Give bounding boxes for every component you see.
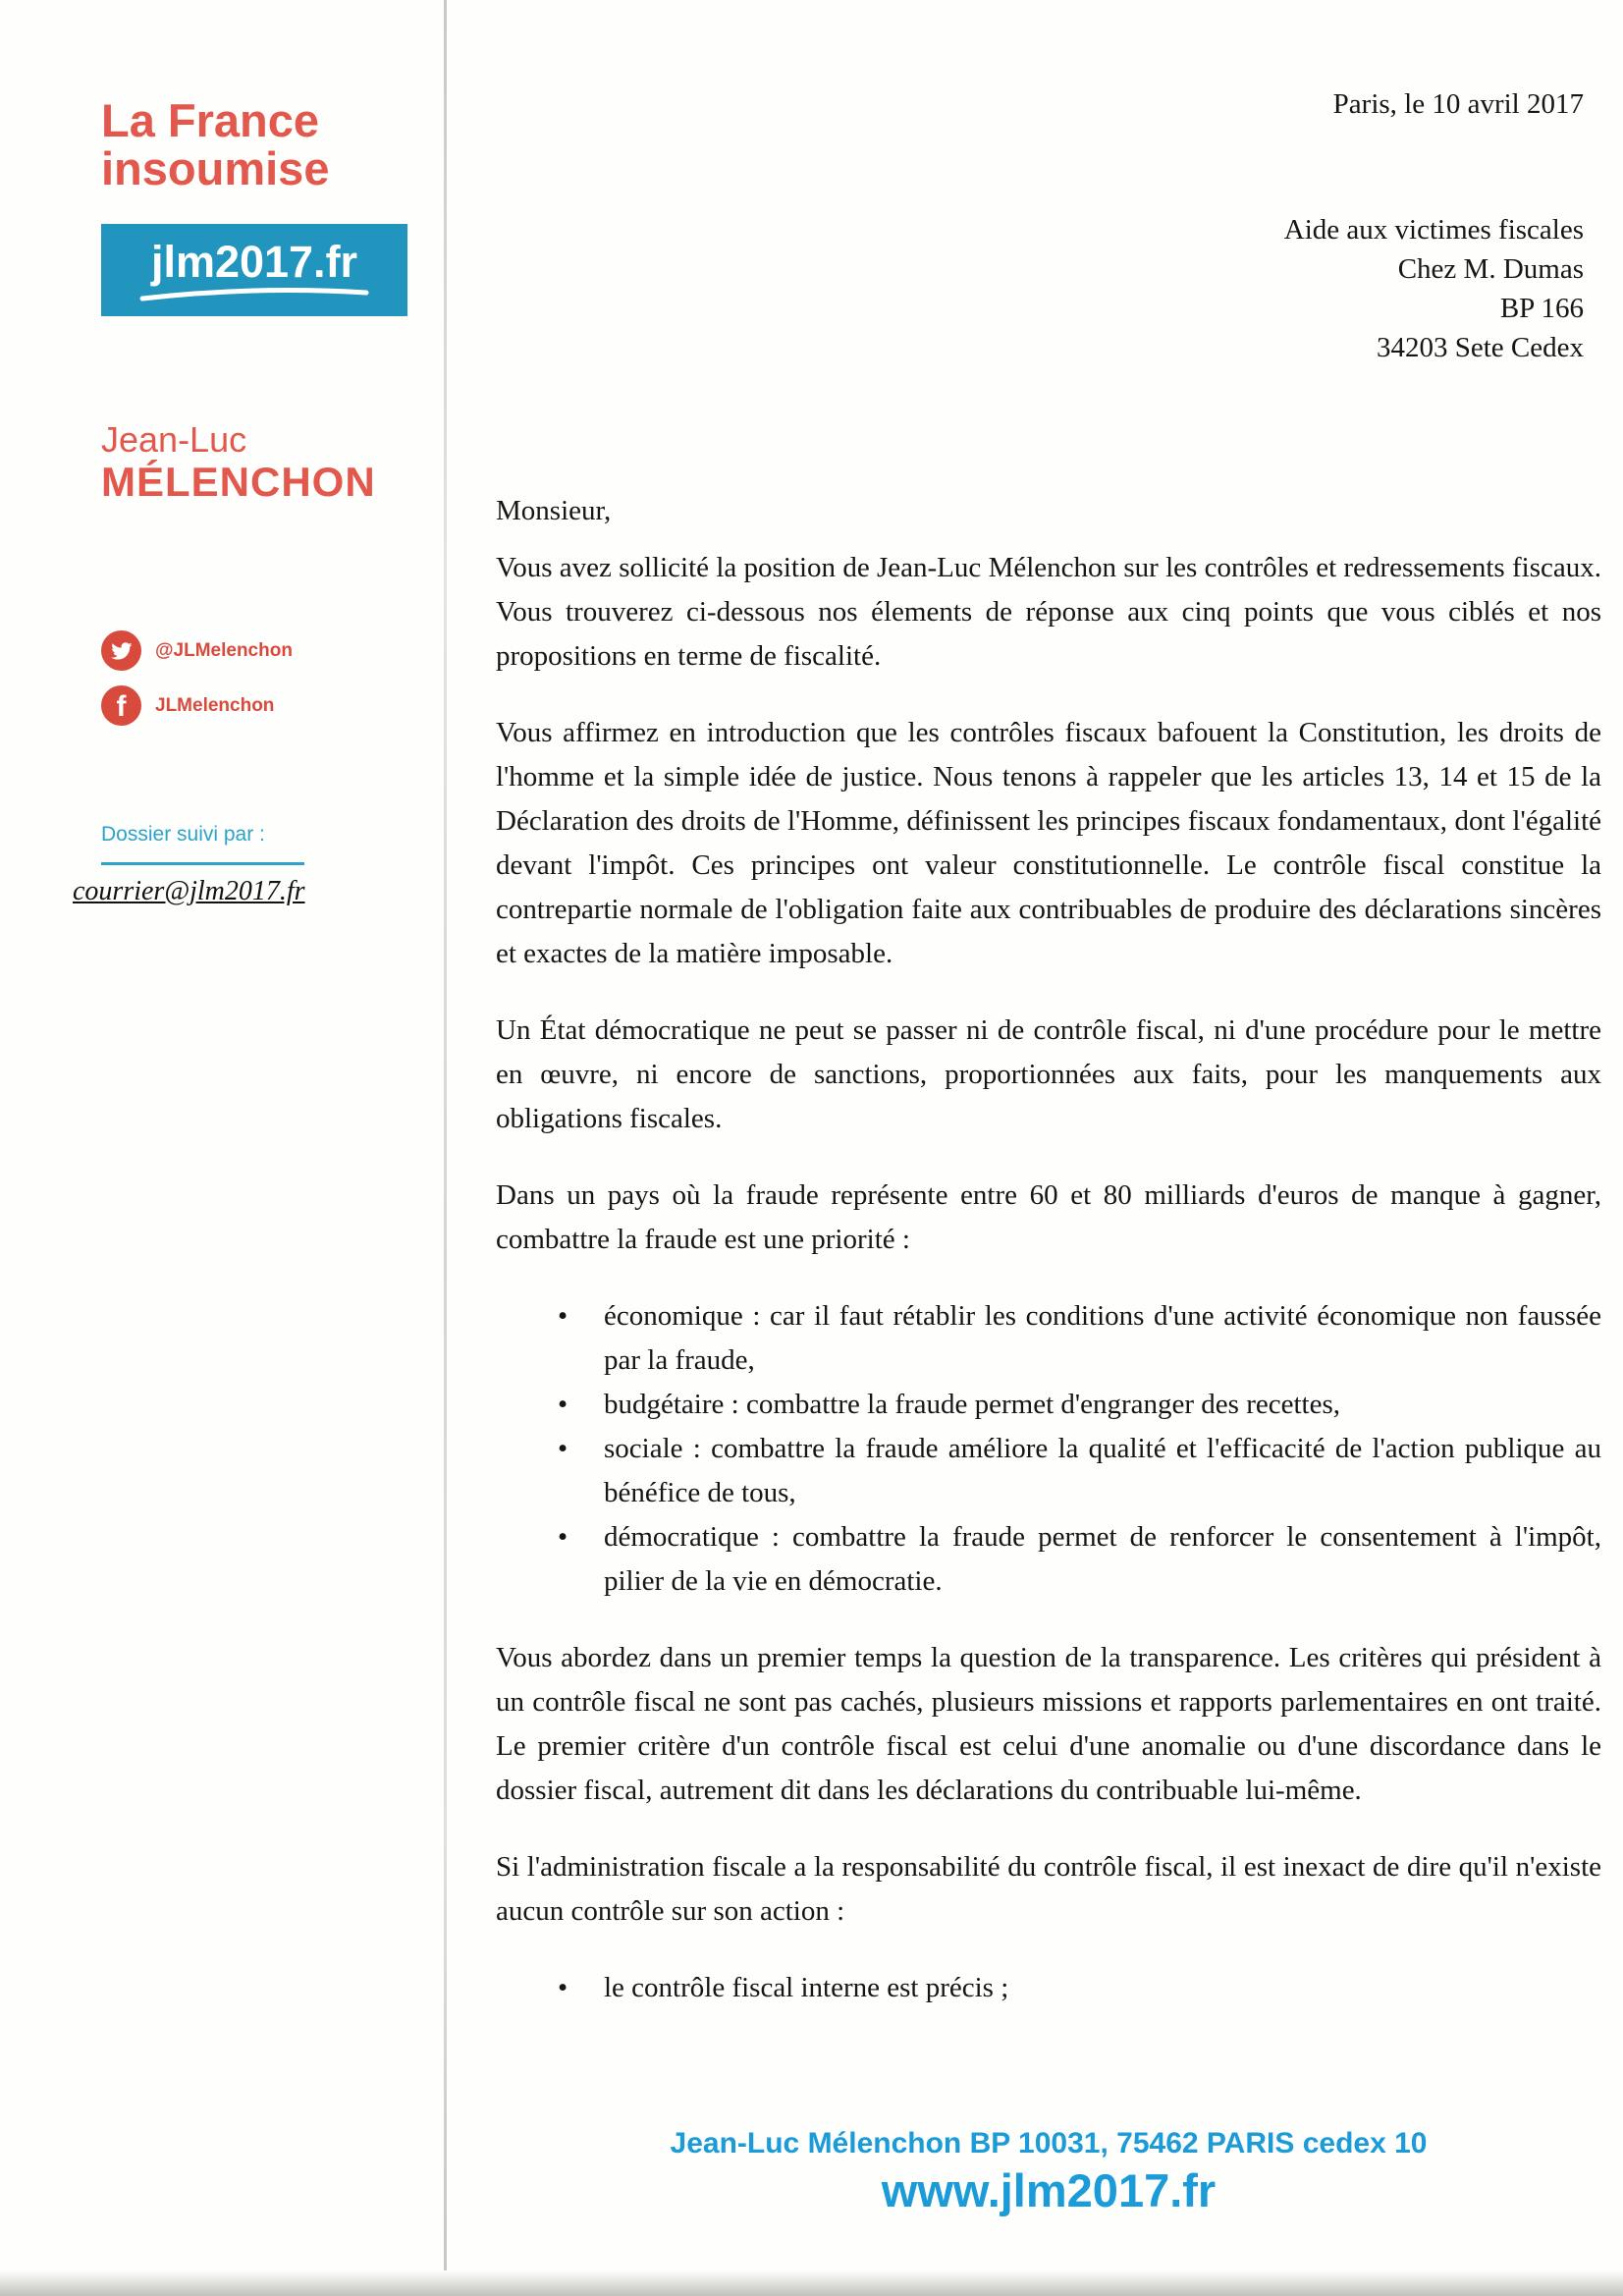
scan-fold-line [444, 0, 447, 2296]
bullet-item: • le contrôle fiscal interne est précis ; [496, 1966, 1601, 2010]
bullet-item: • démocratique : combattre la fraude permet de renforcer le consentement à l'impôt, pilier de la vie en démocratie. [496, 1515, 1601, 1604]
recipient-line: 34203 Sete Cedex [1376, 332, 1584, 363]
footer [496, 2124, 1601, 2218]
bullet-list [496, 1294, 1601, 1604]
facebook-icon: f [101, 685, 141, 726]
candidate-first-name: Jean-Luc [101, 419, 247, 460]
paragraph: Dans un pays où la fraude représente entre 60 et 80 milliards d'euros de manque à gagner, combattre la fraude est une priorité : [496, 1179, 1601, 1255]
paragraph: Vous abordez dans un premier temps la question de la transparence. Les critères qui président à un contrôle fiscal ne sont pas cachés, plusieurs missions et rapports parlementaires en ont traité. Le premier critère d'un contrôle fiscal est celui d'une anomalie ou d'une discordance dans le dossier fiscal, autrement dit dans les déclarations du contribuable lui-même. [496, 1642, 1601, 1806]
bullet-list [496, 1966, 1601, 2010]
paragraph: Vous affirmez en introduction que les contrôles fiscaux bafouent la Constitution, les droits de l'homme et la simple idée de justice. Nous tenons à rappeler que les articles 13, 14 et 15 de la Déclaration des droits de l'Homme, définissent les principes fiscaux fondamentaux, dont l'égalité devant l'impôt. Ces principes ont valeur constitutionnelle. Le contrôle fiscal constitue la contrepartie normale de l'obligation faite aux contribuables de produire des déclarations sincères et exactes de la matière imposable. [496, 717, 1601, 969]
contact-email: courrier@jlm2017.fr [73, 876, 305, 906]
twitter-icon [101, 630, 141, 671]
bullet-item: • sociale : combattre la fraude améliore la qualité et l'efficacité de l'action publique au bénéfice de tous, [496, 1427, 1601, 1515]
date-line: Paris, le 10 avril 2017 [1332, 88, 1584, 120]
facebook-row [101, 685, 293, 726]
recipient-address [1284, 210, 1584, 367]
dossier-underline [101, 862, 304, 865]
salutation: Monsieur, [496, 495, 612, 526]
candidate-last-name: MÉLENCHON [101, 459, 376, 505]
footer-website: www.jlm2017.fr [881, 2164, 1217, 2216]
bullet-item: • budgétaire : combattre la fraude permet d'engranger des recettes, [496, 1383, 1601, 1427]
recipient-line: Chez M. Dumas [1397, 253, 1584, 285]
dossier-suivi-label: Dossier suivi par : [101, 823, 265, 846]
paragraph: Vous avez sollicité la position de Jean-Luc Mélenchon sur les contrôles et redressements fiscaux. Vous trouverez ci-dessous nos élements de réponse aux cinq points que vous ciblés et nos propositions en terme de fiscalité. [496, 552, 1601, 672]
letter-body [496, 489, 1601, 2043]
paragraph: Si l'administration fiscale a la responsabilité du contrôle fiscal, il est inexact de dire qu'il n'existe aucun contrôle sur son action : [496, 1851, 1601, 1927]
candidate-name [101, 420, 376, 505]
dossier-suivi-block [101, 823, 304, 865]
scan-bottom-shadow [0, 2270, 1623, 2296]
bullet-item: • économique : car il faut rétablir les conditions d'une activité économique non faussée par la fraude, [496, 1294, 1601, 1383]
underline-swoosh [138, 286, 370, 301]
campaign-site-banner [101, 224, 407, 316]
logo-line1: La France [101, 94, 320, 146]
footer-postal-address: Jean-Luc Mélenchon BP 10031, 75462 PARIS cedex 10 [670, 2127, 1428, 2159]
social-links [101, 630, 293, 726]
facebook-handle: JLMelenchon [155, 694, 275, 716]
campaign-site-label: jlm2017.fr [150, 236, 358, 287]
twitter-row [101, 630, 293, 671]
party-logo [101, 96, 329, 192]
recipient-line: BP 166 [1499, 293, 1584, 324]
logo-line2: insoumise [101, 142, 330, 194]
paragraph: Un État démocratique ne peut se passer ni de contrôle fiscal, ni d'une procédure pour le mettre en œuvre, ni encore de sanctions, proportionnées aux faits, pour les manquements aux obligations fiscales. [496, 1014, 1601, 1134]
letter-blocks [496, 546, 1601, 2010]
twitter-handle: @JLMelenchon [155, 639, 293, 661]
recipient-line: Aide aux victimes fiscales [1283, 214, 1584, 246]
